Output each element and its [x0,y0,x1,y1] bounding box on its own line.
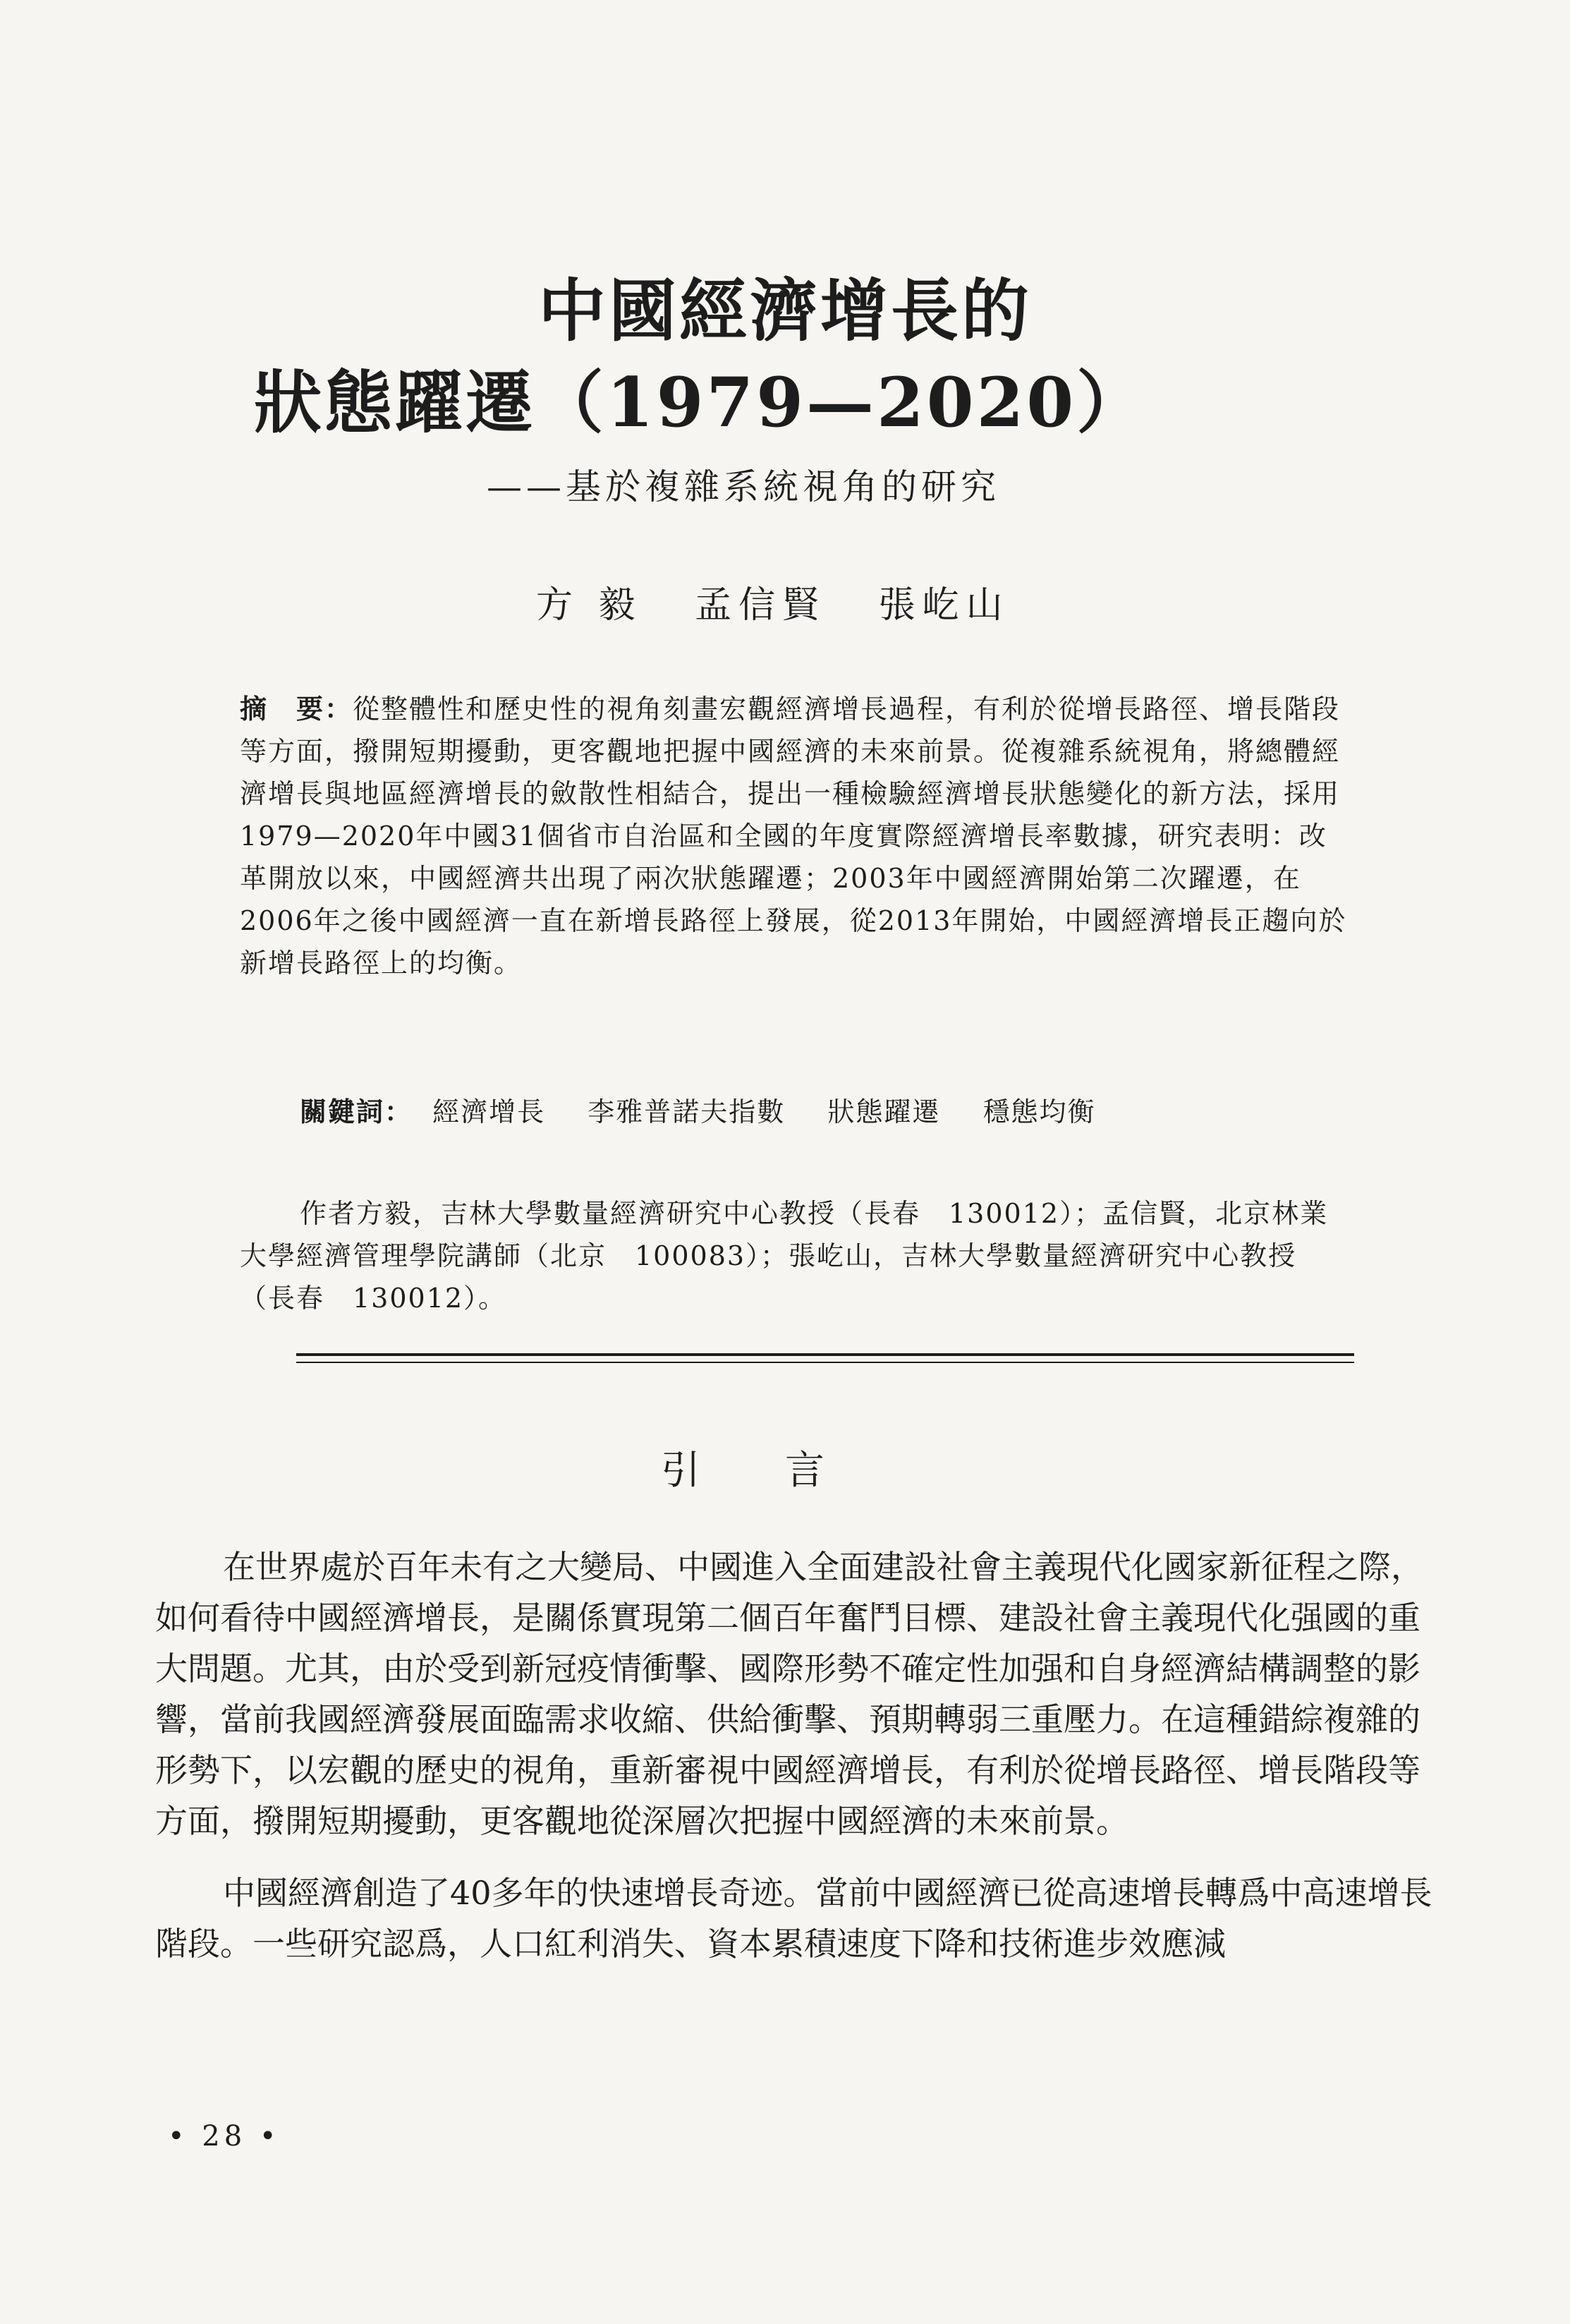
abstract-text: 從整體性和歷史性的視角刻畫宏觀經濟增長過程，有利於從增長路徑、增長階段等方面，撥開短期擾動，更客觀地把握中國經濟的未來前景。從複雜系統視角，將總體經濟增長與地區經濟增長的斂散性相結合，提出一種檢驗經濟增長狀態變化的新方法，採用1979—2020年中國31個省市自治區和全國的年度實際經濟增長率數據，研究表明：改革開放以來，中國經濟共出現了兩次狀態躍遷；2003年中國經濟開始第二次躍遷，在2006年之後中國經濟一直在新增長路徑上發展，從2013年開始，中國經濟增長正趨向於新增長路徑上的均衡。 [240,694,1347,979]
keywords [300,1090,1344,1129]
page-number: • 28 • [168,2120,281,2153]
author-1: 方 毅 [536,584,643,627]
title-line-1: 中國經濟增長的 [538,271,1032,351]
abstract-label: 摘 要： [240,693,353,725]
author-3: 張屹山 [878,584,1010,627]
paragraph-1: 在世界處於百年未有之大變局、中國進入全面建設社會主義現代化國家新征程之際，如何看待中國經濟增長，是關係實現第二個百年奮鬥目標、建設社會主義現代化强國的重大問題。尤其，由於受到新冠疫情衝擊、國際形勢不確定性加强和自身經濟結構調整的影響，當前我國經濟發展面臨需求收縮、供給衝擊、預期轉弱三重壓力。在這種錯綜複雜的形勢下，以宏觀的歷史的視角，重新審視中國經濟增長，有利於從增長路徑、增長階段等方面，撥開短期擾動，更客觀地從深層次把握中國經濟的未來前景。 [155,1548,1423,1840]
paragraph-2: 中國經濟創造了40多年的快速增長奇迹。當前中國經濟已從高速增長轉爲中高速增長階段。一些研究認爲，人口紅利消失、資本累積速度下降和技術進步效應減 [155,1874,1432,1963]
author-affiliation-note: 作者方毅，吉林大學數量經濟研究中心教授（長春 130012）；孟信賢，北京林業大學經濟管理學院講師（北京 100083）；張屹山，吉林大學數量經濟研究中心教授（長春 130012）。 [240,1198,1329,1314]
divider-thick [296,1353,1354,1356]
body-text [155,1542,1439,1990]
abstract [240,688,1347,984]
keywords-label: 關鍵詞： [300,1096,413,1127]
keyword-4: 穩態均衡 [982,1096,1096,1127]
keyword-2: 李雅普諾夫指數 [588,1096,786,1127]
subtitle: ——基於複雜系統視角的研究 [487,466,1000,507]
author-2: 孟信賢 [695,584,827,627]
keyword-1: 經濟增長 [432,1096,546,1127]
author-list [536,575,1044,628]
divider-thin [296,1362,1354,1363]
keyword-3: 狀態躍遷 [827,1096,941,1127]
section-title: 引言 [661,1448,909,1494]
title-line-2: 狀態躍遷（1979—2020） [253,363,1148,442]
